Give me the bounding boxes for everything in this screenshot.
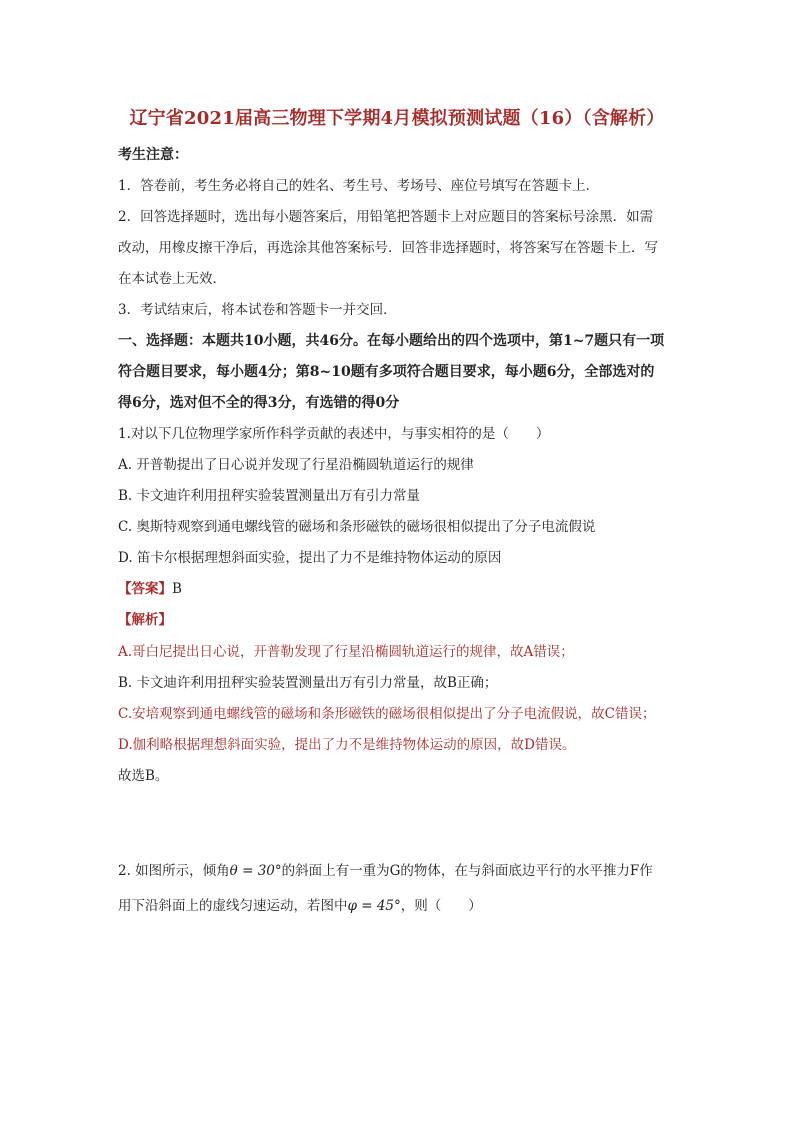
notice-item-3: 3．考试结束后，将本试卷和答题卡一并交回． [118,302,397,318]
notice-item-2-end: 在本试卷上无效． [118,271,226,287]
page-title: 辽宁省2021届高三物理下学期4月模拟预测试题（16）（含解析） [129,108,665,129]
section-heading-line-1: 一、选择题：本题共10小题，共46分。在每小题给出的四个选项中，第1~7题只有一项 [118,333,665,349]
q1-conclusion: 故选B。 [118,768,169,784]
q1-analysis-a: A.哥白尼提出日心说，开普勒发现了行星沿椭圆轨道运行的规律，故A错误； [118,644,574,660]
q2-text-1b: 的斜面上有一重为G的物体，在与斜面底边平行的水平推力F作 [281,863,653,879]
answer-label: 【答案】 [118,581,172,597]
section-heading-line-2: 符合题目要求，每小题4分；第8~10题有多项符合题目要求，每小题6分，全部选对的 [118,364,655,380]
notice-heading: 考生注意： [118,147,188,163]
q2-stem-line-1 [118,861,653,881]
q1-stem: 1.对以下几位物理学家所作科学贡献的表述中，与事实相符的是（ ） [118,426,550,442]
notice-item-2: 2．回答选择题时，选出每小题答案后，用铅笔把答题卡上对应题目的答案标号涂黑．如需 [118,209,654,225]
q2-stem-line-2 [118,896,482,916]
q2-text-2b: ，则（ ） [400,898,482,914]
q1-analysis-label: 【解析】 [118,612,172,628]
q1-option-a: A. 开普勒提出了日心说并发现了行星沿椭圆轨道运行的规律 [118,457,474,473]
q1-option-c: C. 奥斯特观察到通电螺线管的磁场和条形磁铁的磁场很相似提出了分子电流假说 [118,519,596,535]
q2-text-2a: 用下沿斜面上的虚线匀速运动，若图中 [118,898,348,914]
q1-option-d: D. 笛卡尔根据理想斜面实验，提出了力不是维持物体运动的原因 [118,550,502,566]
q1-analysis-c: C.安培观察到通电螺线管的磁场和条形磁铁的磁场很相似提出了分子电流假说，故C错误； [118,706,656,722]
q1-option-b: B. 卡文迪许利用扭秤实验装置测量出万有引力常量 [118,488,421,504]
q2-text-1a: 2. 如图所示，倾角 [118,863,230,879]
answer-value: B [172,581,182,597]
q1-analysis-b: B. 卡文迪许利用扭秤实验装置测量出万有引力常量，故B正确； [118,675,498,691]
notice-item-2-cont: 改动，用橡皮擦干净后，再选涂其他答案标号．回答非选择题时，将答案写在答题卡上．写 [118,240,658,256]
section-heading-line-3: 得6分，选对但不全的得3分，有选错的得0分 [118,395,400,411]
q1-analysis-d: D.伽利略根据理想斜面实验，提出了力不是维持物体运动的原因，故D错误。 [118,737,576,753]
notice-item-1: 1．答卷前，考生务必将自己的姓名、考生号、考场号、座位号填写在答题卡上． [118,178,600,194]
q1-answer [118,579,182,599]
q2-phi-expression: φ = 45° [347,898,401,914]
q2-theta-expression: θ = 30° [229,863,282,879]
